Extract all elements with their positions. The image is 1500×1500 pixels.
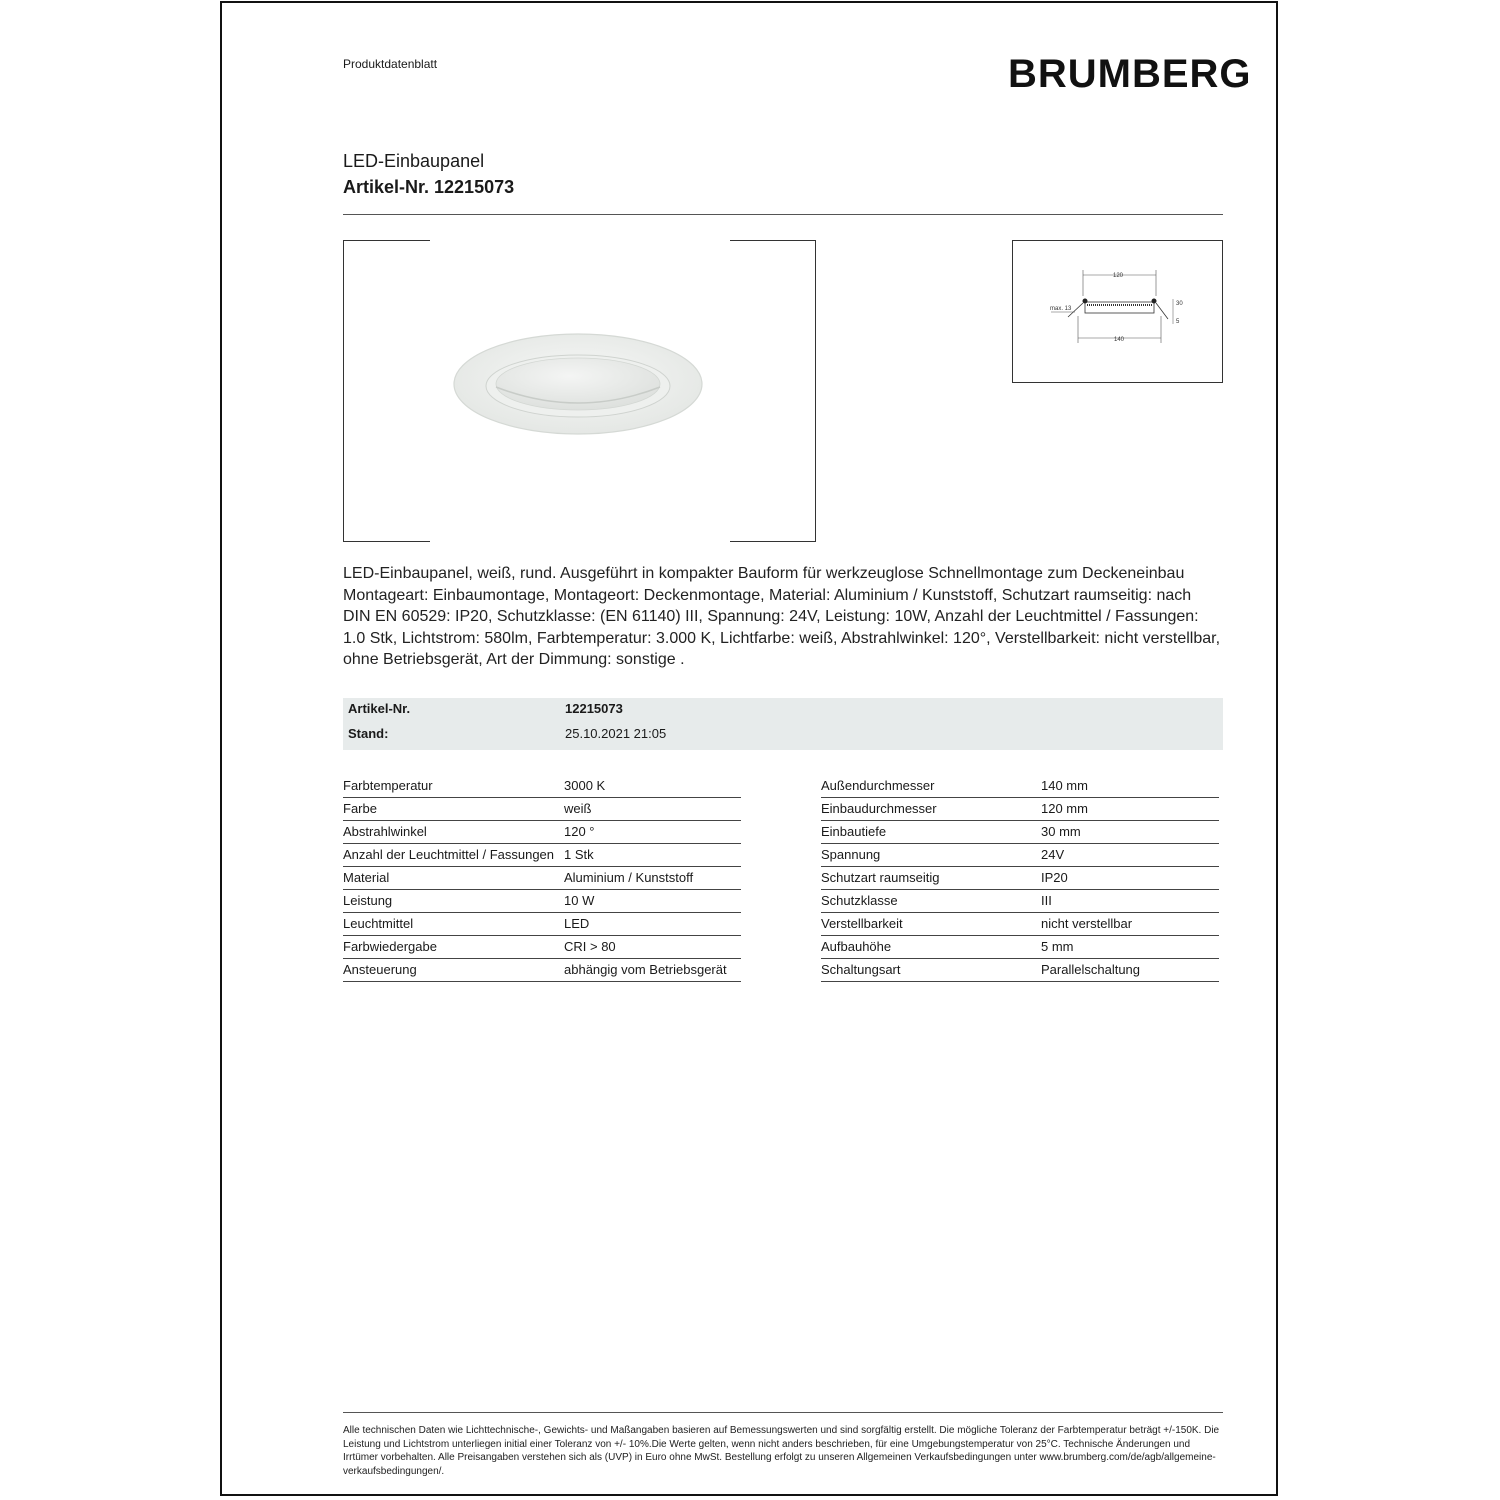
spec-row — [821, 775, 1219, 798]
dimension-label-140: 140 — [1114, 337, 1125, 343]
spec-row — [343, 798, 741, 821]
dimension-label-120: 120 — [1113, 273, 1124, 279]
spec-label: Farbwiedergabe — [343, 939, 437, 954]
meta-article-label: Artikel-Nr. — [348, 701, 411, 716]
product-description: LED-Einbaupanel, weiß, rund. Ausgeführt in kompakter Bauform für werkzeuglose Schnellmontage zum Deckeneinbau Montageart: Einbaumontage, Montageort: Deckenmontage, Material: Aluminium / Kunststoff, Schutzart raumseitig: nach DIN EN 60529: IP20, Schutzklasse: (EN 61140) III, Spannung: 24V, Leistung: 10W, Anzahl der Leuchtmittel / Fassungen: 1.0 Stk, Lichtstrom: 580lm, Farbtemperatur: 3.000 K, Lichtfarbe: weiß, Abstrahlwinkel: 120°, Verstellbarkeit: nicht verstellbar, ohne Betriebsgerät, Art der Dimmung: sonstige . — [343, 565, 1221, 668]
spec-row — [343, 844, 741, 867]
spec-table-left — [343, 775, 741, 982]
spec-value: LED — [564, 916, 590, 931]
spec-label: Leuchtmittel — [343, 916, 414, 931]
spec-label: Anzahl der Leuchtmittel / Fassungen — [343, 847, 555, 862]
spec-row — [821, 890, 1219, 913]
spec-row — [343, 890, 741, 913]
spec-value: III — [1041, 893, 1052, 908]
spec-value: IP20 — [1041, 870, 1068, 885]
spec-label: Verstellbarkeit — [821, 916, 903, 931]
spec-label: Einbaudurchmesser — [821, 801, 937, 816]
spec-row — [821, 936, 1219, 959]
dimension-label-30: 30 — [1176, 301, 1183, 307]
spec-value: 120 mm — [1041, 801, 1088, 816]
spec-label: Ansteuerung — [343, 962, 417, 977]
spec-value: Aluminium / Kunststoff — [564, 870, 694, 885]
spec-row — [821, 821, 1219, 844]
spec-label: Spannung — [821, 847, 881, 862]
product-photo — [344, 241, 815, 541]
dimension-drawing — [1013, 241, 1222, 382]
spec-row — [821, 867, 1219, 890]
dimension-label-5: 5 — [1176, 319, 1180, 325]
article-meta-box — [343, 698, 1223, 750]
spec-row — [343, 959, 741, 982]
spec-value: 24V — [1041, 847, 1065, 862]
spec-value: 1 Stk — [564, 847, 594, 862]
spec-label: Aufbauhöhe — [821, 939, 892, 954]
spec-row — [821, 959, 1219, 982]
meta-row-stand — [343, 726, 1223, 746]
spec-label: Schutzklasse — [821, 893, 898, 908]
spec-value: CRI > 80 — [564, 939, 616, 954]
meta-row-article — [343, 701, 1223, 721]
spec-value: 140 mm — [1041, 778, 1088, 793]
spec-label: Schutzart raumseitig — [821, 870, 940, 885]
spec-value: 10 W — [564, 893, 595, 908]
spec-label: Leistung — [343, 893, 393, 908]
spec-label: Einbautiefe — [821, 824, 887, 839]
spec-value: 5 mm — [1041, 939, 1074, 954]
spec-value: abhängig vom Betriebsgerät — [564, 962, 727, 977]
spec-label: Farbtemperatur — [343, 778, 433, 793]
spec-label: Abstrahlwinkel — [343, 824, 427, 839]
meta-stand-label: Stand: — [348, 726, 389, 741]
spec-row — [821, 913, 1219, 936]
meta-stand-value: 25.10.2021 21:05 — [565, 726, 667, 741]
spec-value: Parallelschaltung — [1041, 962, 1141, 977]
document-type: Produktdatenblatt — [343, 57, 438, 71]
brand-logo: BRUMBERG — [1008, 52, 1252, 96]
spec-label: Außendurchmesser — [821, 778, 935, 793]
spec-label: Material — [343, 870, 390, 885]
spec-label: Farbe — [343, 801, 377, 816]
footer-divider — [343, 1412, 1223, 1413]
spec-row — [821, 798, 1219, 821]
product-name: LED-Einbaupanel — [343, 151, 485, 171]
meta-article-value: 12215073 — [565, 701, 623, 716]
spec-value: 120 ° — [564, 824, 595, 839]
footer-disclaimer: Alle technischen Daten wie Lichttechnische-, Gewichts- und Maßangaben basieren auf Bemessungswerten und sind sorgfältig erstellt. Die mögliche Toleranz der Farbtemperatur beträgt +/-150K. Die Leistung und Lichtstrom unterliegen initial einer Toleranz von +/- 10%.Die Werte gelten, wenn nicht anders beschrieben, für eine Umgebungstemperatur von 25°C. Technische Änderungen und Irrtümer vorbehalten. Alle Preisangaben verstehen sich als (UVP) in Euro ohne MwSt. Bestellung erfolgt zu unseren Allgemeinen Verkaufsbedingungen unter www.brumberg.com/de/agb/allgemeine-verkaufsbedingungen/. — [343, 1425, 1220, 1477]
spec-label: Schaltungsart — [821, 962, 901, 977]
spec-row — [343, 775, 741, 798]
spec-row — [343, 936, 741, 959]
dimension-label-max13: max. 13 — [1050, 306, 1072, 312]
divider — [343, 214, 1223, 215]
spec-row — [343, 867, 741, 890]
spec-table-right — [821, 775, 1219, 982]
spec-value: 30 mm — [1041, 824, 1081, 839]
spec-value: nicht verstellbar — [1041, 916, 1133, 931]
spec-row — [821, 844, 1219, 867]
spec-value: weiß — [564, 801, 592, 816]
product-article-number: Artikel-Nr. 12215073 — [343, 177, 515, 197]
spec-row — [343, 821, 741, 844]
spec-value: 3000 K — [564, 778, 606, 793]
spec-row — [343, 913, 741, 936]
